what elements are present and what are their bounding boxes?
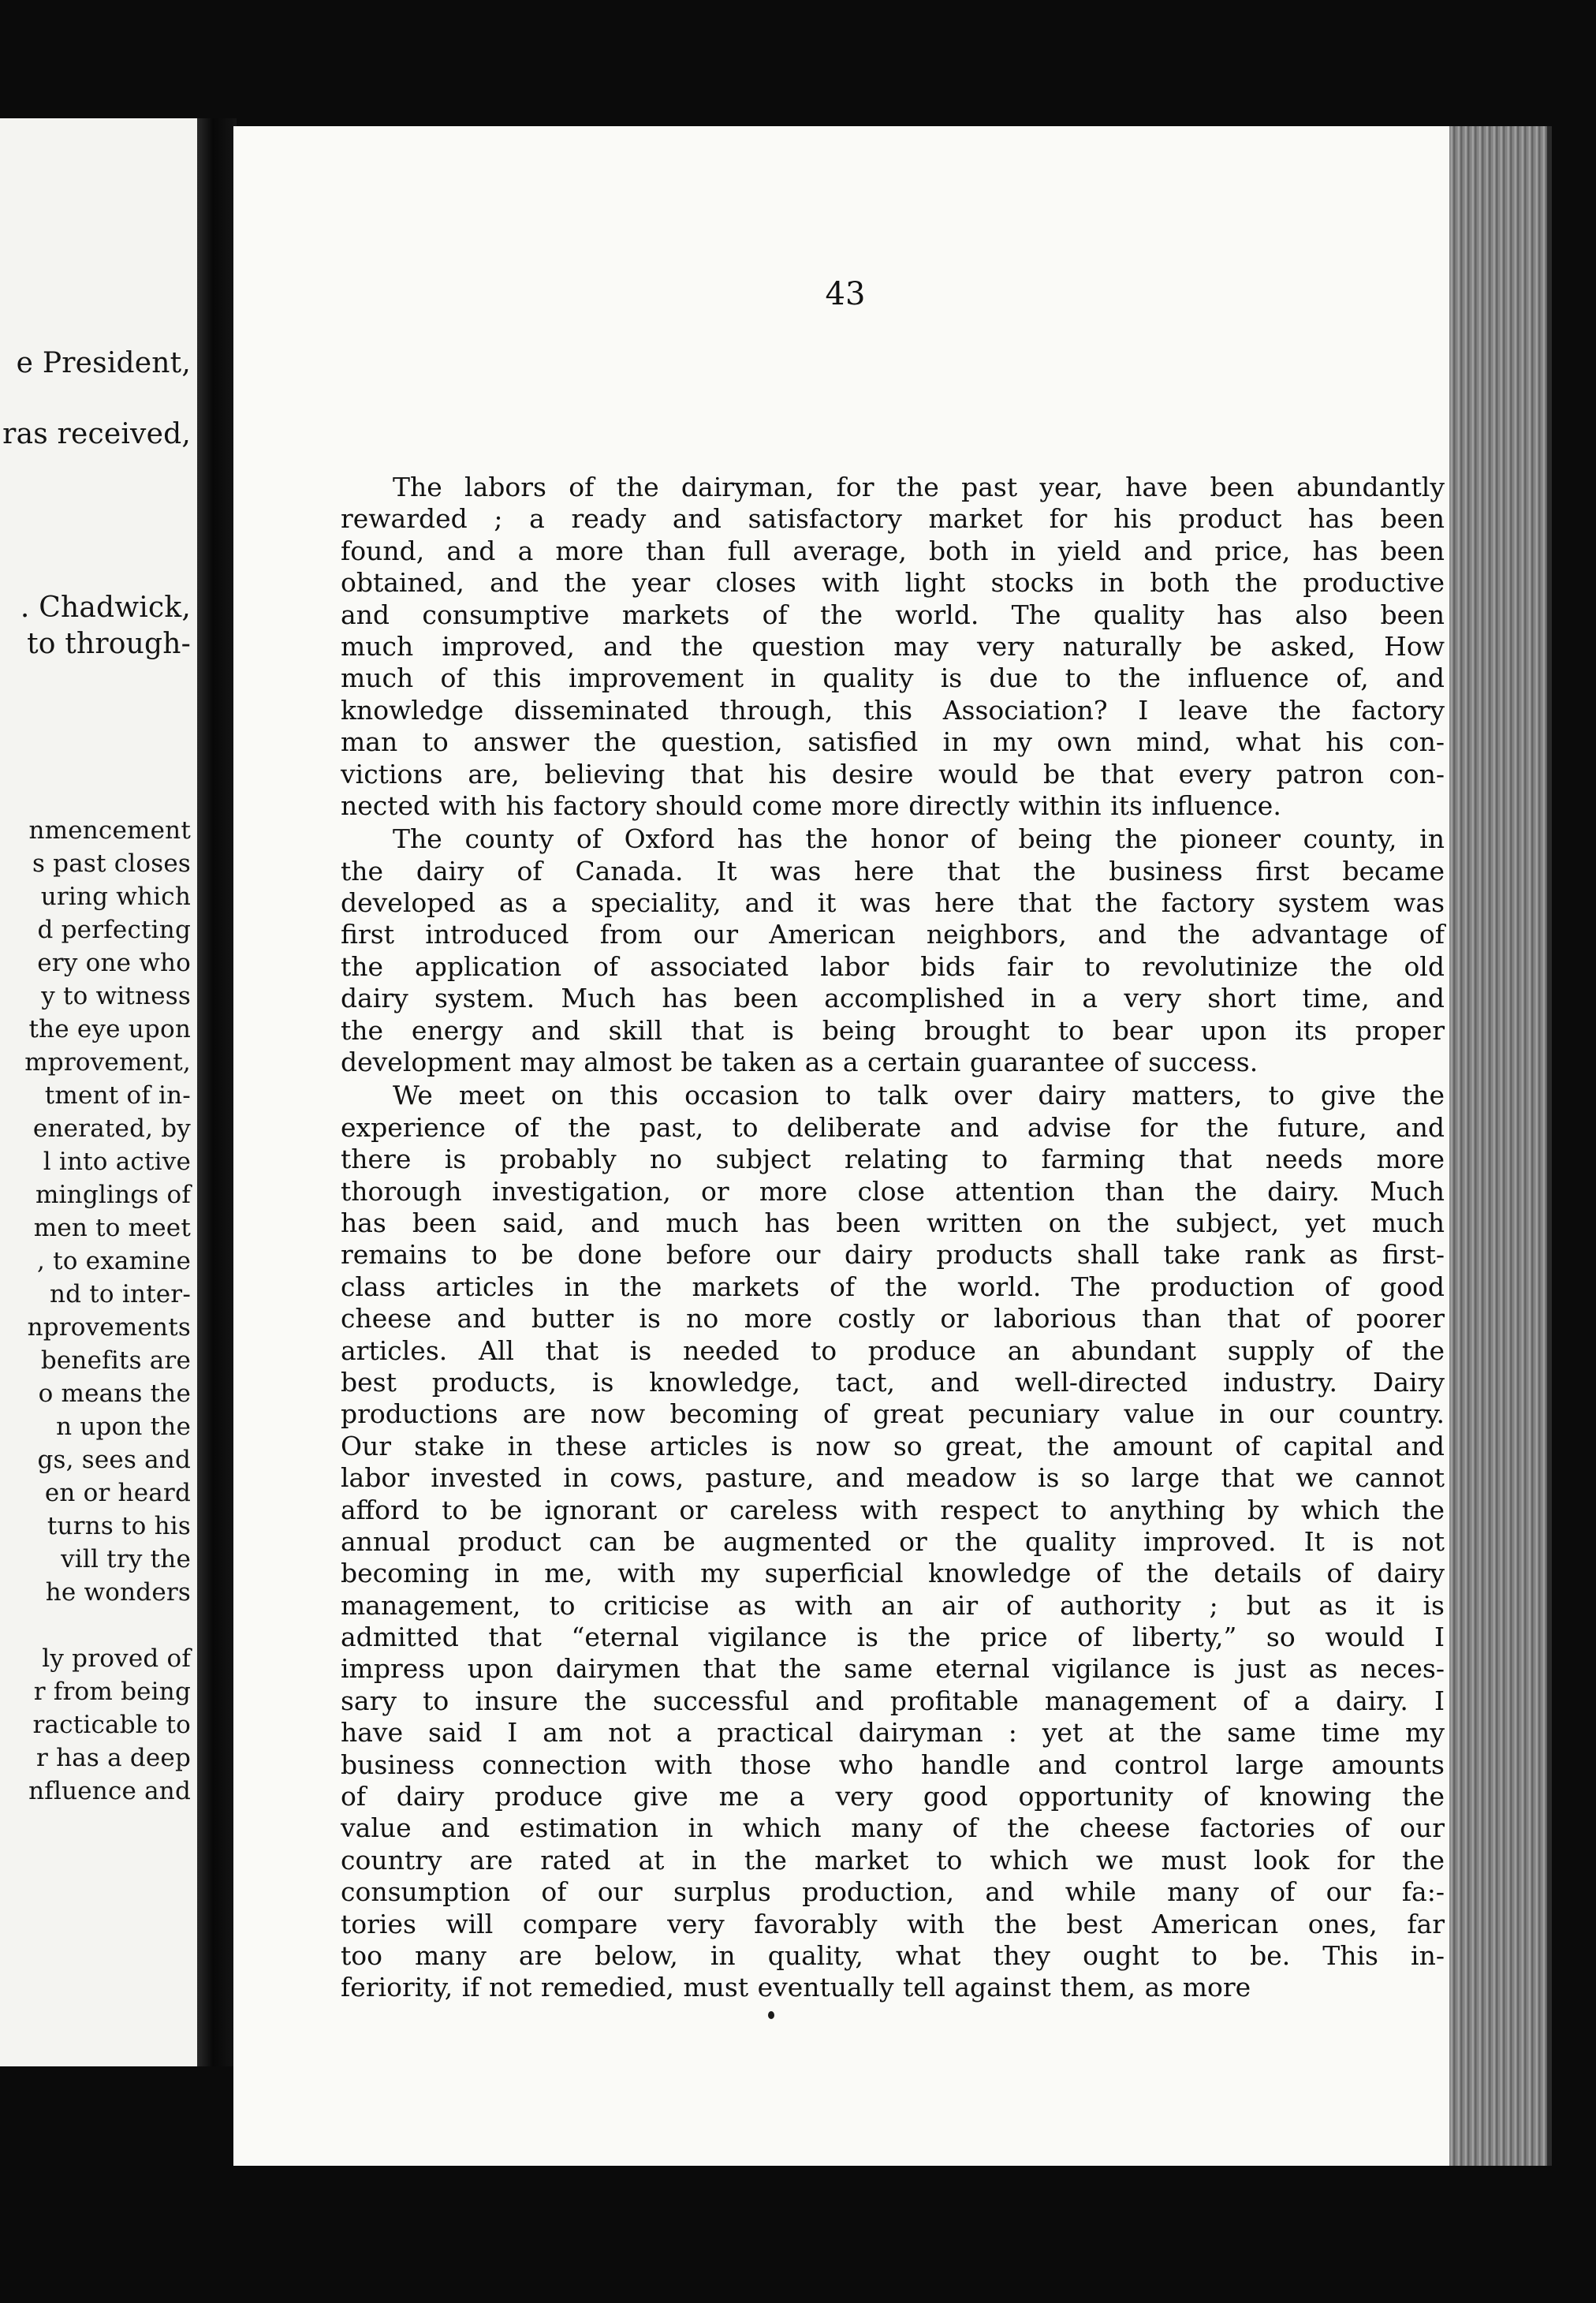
text-line: the energy and skill that is being brought to bear upon its proper	[341, 1014, 1445, 1046]
text-line: victions are, believing that his desire would be that every patron con-	[341, 758, 1445, 789]
facing-page-line: r has a deep	[36, 1744, 191, 1772]
text-line: have said I am not a practical dairyman : yet at the same time my	[341, 1717, 1445, 1749]
facing-page-line: nd to inter-	[49, 1280, 191, 1308]
text-line: The labors of the dairyman, for the past year, have been abundantly	[393, 472, 1445, 502]
text-line: sary to insure the successful and profitable management of a dairy. I	[341, 1685, 1445, 1716]
body-text	[341, 472, 1445, 2004]
facing-page-line: . Chadwick,	[20, 592, 191, 624]
text-line: business connection with those who handle and control large amounts	[341, 1749, 1445, 1780]
facing-page-line: racticable to	[32, 1711, 191, 1739]
text-line: too many are below, in quality, what they ought to be. This in-	[341, 1939, 1445, 1971]
text-line: Our stake in these articles is now so great, the amount of capital and	[341, 1430, 1445, 1461]
text-line: there is probably no subject relating to farming that needs more	[341, 1144, 1445, 1175]
facing-page-line: tment of in-	[44, 1081, 191, 1110]
text-line: nected with his factory should come more directly within its influence.	[341, 789, 1281, 821]
text-line: rewarded ; a ready and satisfactory market for his product has been	[341, 503, 1445, 535]
text-line: the dairy of Canada. It was here that the business first became	[341, 855, 1445, 886]
facing-page-line: minglings of	[35, 1181, 191, 1209]
text-line: class articles in the markets of the world. The production of good	[341, 1271, 1445, 1302]
facing-page-line: uring which	[40, 883, 191, 911]
text-line: cheese and butter is no more costly or laborious than that of poorer	[341, 1303, 1445, 1334]
facing-page-line: mprovement,	[24, 1048, 191, 1077]
text-line: first introduced from our American neighbors, and the advantage of	[341, 919, 1445, 950]
text-line: experience of the past, to deliberate and advise for the future, and	[341, 1111, 1445, 1143]
facing-page-line: en or heard	[44, 1479, 191, 1507]
text-line: value and estimation in which many of the cheese factories of our	[341, 1812, 1445, 1844]
text-line: thorough investigation, or more close attention than the dairy. Much	[341, 1175, 1445, 1207]
facing-page-line: enerated, by	[32, 1114, 191, 1143]
facing-page-line: ery one who	[37, 949, 191, 977]
book-fore-edge	[1449, 126, 1552, 2166]
facing-page-line: ras received,	[2, 418, 191, 450]
text-line: remains to be done before our dairy products shall take rank as first-	[341, 1239, 1445, 1271]
facing-page-line: o means the	[38, 1379, 191, 1408]
book-gutter	[197, 118, 237, 2066]
text-line: admitted that “eternal vigilance is the price of liberty,” so would I	[341, 1622, 1445, 1653]
text-line: obtained, and the year closes with light stocks in both the productive	[341, 567, 1445, 599]
text-line: has been said, and much has been written on the subject, yet much	[341, 1207, 1445, 1238]
facing-page-line: n upon the	[56, 1413, 191, 1441]
facing-page-line: nmencement	[28, 816, 191, 845]
text-line: articles. All that is needed to produce an abundant supply of the	[341, 1334, 1445, 1366]
text-line: feriority, if not remedied, must eventually tell against them, as more	[341, 1972, 1251, 2003]
facing-page-line: he wonders	[45, 1578, 191, 1607]
facing-page-line: turns to his	[47, 1512, 191, 1540]
facing-page-line: to through-	[27, 628, 191, 660]
paragraph	[341, 472, 1445, 822]
text-line: becoming in me, with my superficial knowledge of the details of dairy	[341, 1558, 1445, 1589]
facing-page-line: l into active	[43, 1148, 191, 1176]
facing-page-line: d perfecting	[37, 916, 191, 944]
ink-speck	[768, 2011, 774, 2019]
text-line: annual product can be augmented or the quality improved. It is not	[341, 1525, 1445, 1557]
facing-page-line: the eye upon	[28, 1015, 191, 1043]
text-line: The county of Oxford has the honor of being the pioneer county, in	[393, 823, 1445, 855]
facing-page-line: r from being	[33, 1678, 191, 1706]
text-line: found, and a more than full average, both in yield and price, has been	[341, 535, 1445, 566]
facing-page-left	[0, 118, 200, 2066]
facing-page-line: y to witness	[41, 982, 191, 1010]
page-43	[233, 126, 1457, 2166]
facing-page-line: nfluence and	[28, 1777, 191, 1805]
text-line: tories will compare very favorably with the best American ones, far	[341, 1908, 1445, 1939]
text-line: much of this improvement in quality is due to the influence of, and	[341, 663, 1445, 694]
text-line: of dairy produce give me a very good opportunity of knowing the	[341, 1781, 1445, 1812]
facing-page-line: benefits are	[40, 1346, 191, 1375]
text-line: afford to be ignorant or careless with respect to anything by which the	[341, 1494, 1445, 1525]
text-line: the application of associated labor bids fair to revolutinize the old	[341, 950, 1445, 982]
text-line: much improved, and the question may very naturally be asked, How	[341, 630, 1445, 662]
facing-page-line: , to examine	[36, 1247, 191, 1275]
facing-page-line: gs, sees and	[37, 1446, 191, 1474]
facing-page-line: nprovements	[27, 1313, 191, 1342]
page-number: 43	[825, 276, 866, 312]
paragraph	[341, 823, 1445, 1078]
text-line: consumption of our surplus production, and while many of our fa:-	[341, 1876, 1445, 1908]
text-line: We meet on this occasion to talk over dairy matters, to give the	[393, 1080, 1445, 1111]
text-line: knowledge disseminated through, this Association? I leave the factory	[341, 694, 1445, 726]
facing-page-line: e President,	[16, 347, 191, 379]
text-line: development may almost be taken as a certain guarantee of success.	[341, 1047, 1259, 1078]
text-line: man to answer the question, satisfied in my own mind, what his con-	[341, 726, 1445, 758]
text-line: and consumptive markets of the world. The quality has also been	[341, 599, 1445, 630]
paragraph	[341, 1080, 1445, 2003]
text-line: management, to criticise as with an air of authority ; but as it is	[341, 1589, 1445, 1621]
text-line: productions are now becoming of great pecuniary value in our country.	[341, 1398, 1445, 1430]
facing-page-line: vill try the	[61, 1545, 191, 1573]
text-line: dairy system. Much has been accomplished in a very short time, and	[341, 983, 1445, 1014]
text-line: best products, is knowledge, tact, and well-directed industry. Dairy	[341, 1366, 1445, 1398]
text-line: developed as a speciality, and it was here that the factory system was	[341, 887, 1445, 919]
facing-page-line: s past closes	[32, 849, 191, 878]
text-line: labor invested in cows, pasture, and meadow is so large that we cannot	[341, 1462, 1445, 1494]
facing-page-line: men to meet	[33, 1214, 191, 1242]
text-line: impress upon dairymen that the same eternal vigilance is just as neces-	[341, 1653, 1445, 1685]
facing-page-line: ly proved of	[42, 1644, 191, 1673]
text-line: country are rated at in the market to which we must look for the	[341, 1844, 1445, 1876]
